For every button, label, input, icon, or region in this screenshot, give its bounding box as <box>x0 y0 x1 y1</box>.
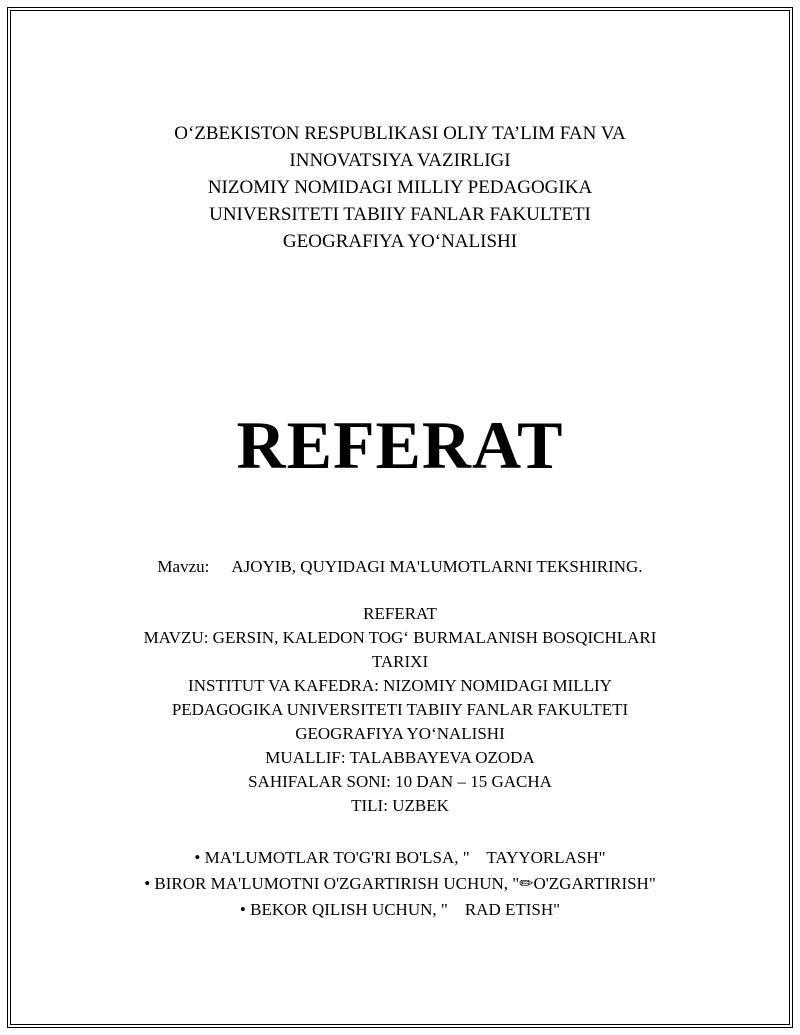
info-line: PEDAGOGIKA UNIVERSITETI TABIIY FANLAR FAKULTETI <box>171 700 629 719</box>
info-block <box>0 602 800 818</box>
document-title: REFERAT <box>236 407 564 483</box>
info-line: INSTITUT VA KAFEDRA: NIZOMIY NOMIDAGI MILLIY <box>188 676 612 695</box>
instruction-item: • BIROR MA'LUMOTNI O'ZGARTIRISH UCHUN, "✏O'ZGARTIRISH" <box>144 874 656 893</box>
header-line: O‘ZBEKISTON RESPUBLIKASI OLIY TA’LIM FAN VA <box>174 123 626 144</box>
info-line: SAHIFALAR SONI: 10 DAN – 15 GACHA <box>248 772 552 791</box>
instruction-item: • BEKOR QILISH UCHUN, " RAD ETISH" <box>239 900 561 919</box>
instruction-item: • MA'LUMOTLAR TO'G'RI BO'LSA, " TAYYORLASH" <box>194 848 606 867</box>
info-line: GEOGRAFIYA YO‘NALISHI <box>295 724 505 743</box>
header-line: INNOVATSIYA VAZIRLIGI <box>289 150 511 171</box>
info-line: TARIXI <box>371 652 429 671</box>
info-line: TILI: UZBEK <box>351 796 449 815</box>
topic-line <box>0 554 800 580</box>
info-line: MUALLIF: TALABBAYEVA OZODA <box>265 748 535 767</box>
header-line: GEOGRAFIYA YO‘NALISHI <box>282 231 518 252</box>
institution-header <box>0 120 800 255</box>
topic-value: AJOYIB, QUYIDAGI MA'LUMOTLARNI TEKSHIRING. <box>231 557 643 576</box>
instruction-list <box>0 845 800 923</box>
info-line: REFERAT <box>363 604 437 623</box>
info-line: MAVZU: GERSIN, KALEDON TOG‘ BURMALANISH BOSQICHLARI <box>143 628 657 647</box>
topic-label: Mavzu: <box>157 557 210 576</box>
header-line: NIZOMIY NOMIDAGI MILLIY PEDAGOGIKA <box>207 177 593 198</box>
header-line: UNIVERSITETI TABIIY FANLAR FAKULTETI <box>209 204 591 225</box>
